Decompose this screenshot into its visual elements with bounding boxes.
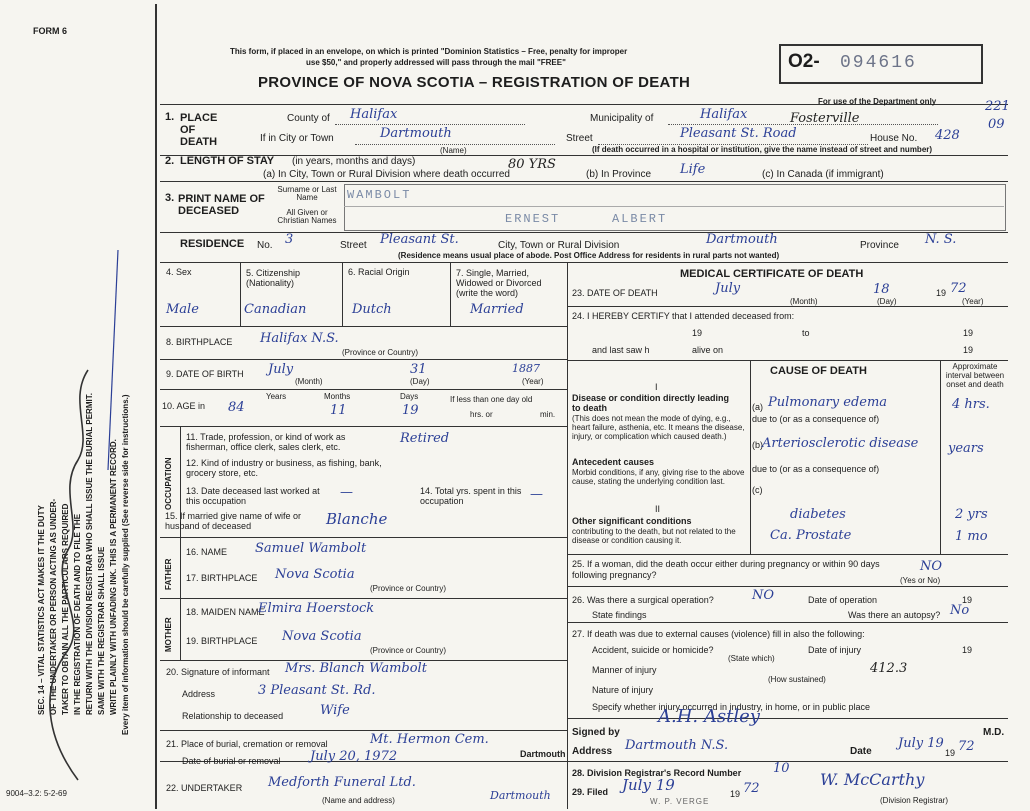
- pregnancy-label: 25. If a woman, did the death occur either during pregnancy or within 90 days following pregnancy?: [572, 559, 880, 580]
- side-note-6: SAME WITH THE REGISTRAR SHALL ISSUE: [97, 546, 106, 715]
- other-1[interactable]: diabetes: [790, 507, 846, 522]
- death-day[interactable]: 18: [873, 282, 890, 297]
- mother-maiden[interactable]: Elmira Hoerstock: [258, 601, 375, 616]
- father-name[interactable]: Samuel Wambolt: [255, 541, 367, 556]
- roman-1: I: [655, 382, 658, 392]
- total-years-label: 14. Total yrs. spent in this occupation: [420, 486, 522, 506]
- injury-nineteen: 19: [962, 645, 973, 655]
- nature-label: Nature of injury: [592, 685, 654, 695]
- rule-3: [160, 181, 1008, 182]
- injury-date-label: Date of injury: [808, 645, 862, 655]
- city-label: If in City or Town: [260, 133, 334, 144]
- antecedent-label: Antecedent causes: [572, 457, 655, 467]
- death-date-label: 23. DATE OF DEATH: [572, 288, 658, 298]
- rule-9: [160, 426, 567, 427]
- sex-value[interactable]: Male: [166, 302, 199, 317]
- alive-label: alive on: [692, 345, 724, 355]
- side-note-5: RETURN WITH THE DIVISION REGISTRAR WHO SHALL ISSUE THE BURIAL PERMIT.: [85, 393, 94, 715]
- side-note-8: Every item of information should be carefully supplied (See reverse side for instructions.): [121, 394, 130, 735]
- city-line: [355, 144, 555, 145]
- last-worked-label: 13. Date deceased last worked at this occupation: [186, 486, 320, 506]
- surname-label: Surname or Last Name: [277, 185, 337, 202]
- surname-value[interactable]: WAMBOLT: [347, 188, 412, 202]
- parent-side-divider: [180, 537, 181, 660]
- med-address-label: Address: [572, 746, 613, 757]
- mother-maiden-label: 18. MAIDEN NAME: [186, 607, 265, 617]
- reg-prefix: O2-: [788, 51, 820, 72]
- stay-city-label: (a) In City, Town or Rural Division where death occurred: [263, 169, 510, 180]
- op-nineteen: 19: [962, 595, 973, 605]
- municipality-value[interactable]: Halifax: [700, 107, 748, 122]
- parent-split: [160, 598, 180, 599]
- father-side-label: FATHER: [164, 558, 173, 590]
- surgery-value[interactable]: NO: [752, 588, 775, 603]
- citizenship-value[interactable]: Canadian: [244, 302, 307, 317]
- interval-col-div: [940, 360, 941, 554]
- antecedent-note: Morbid conditions, if any, giving rise to the above cause, stating the underlying condition last.: [572, 468, 745, 486]
- death-year-caption: (Year): [962, 297, 984, 306]
- name-caption: (Name): [440, 146, 467, 155]
- place-num: 1.: [165, 111, 175, 123]
- father-birthplace[interactable]: Nova Scotia: [275, 567, 355, 582]
- form-code: 9004–3.2: 5-2-69: [6, 789, 67, 798]
- mother-caption: (Province or Country): [370, 646, 447, 655]
- industry-label: 12. Kind of industry or business, as fishing, bank, grocery store, etc.: [186, 458, 382, 478]
- certify-to: to: [802, 328, 810, 338]
- wife-value[interactable]: Blanche: [326, 510, 388, 528]
- stay-label-note: (in years, months and days): [292, 156, 416, 167]
- death-day-caption: (Day): [877, 297, 897, 306]
- form-label: FORM 6: [33, 26, 68, 36]
- stay-province-value[interactable]: Life: [680, 162, 706, 177]
- col-div-1: [240, 262, 241, 326]
- undertaker-value[interactable]: Medforth Funeral Ltd.: [268, 775, 416, 790]
- letter-b: (b): [752, 440, 763, 450]
- med-rule-1: [567, 306, 1008, 307]
- registrar-stamp: W. P. VERGE: [650, 797, 710, 806]
- residence-label: RESIDENCE: [180, 238, 245, 250]
- street-value[interactable]: Pleasant St. Road: [680, 126, 797, 141]
- age-label: 10. AGE in: [162, 401, 206, 411]
- left-border: [155, 4, 157, 809]
- house-value[interactable]: 428: [935, 128, 960, 143]
- record-value[interactable]: 10: [773, 761, 790, 776]
- med-rule-6: [567, 718, 1008, 719]
- age-months[interactable]: 11: [330, 403, 347, 418]
- filed-year[interactable]: 72: [743, 781, 760, 796]
- side-note-2: OF THE UNDERTAKER OR PERSON ACTING AS UNDER-: [49, 498, 58, 715]
- col-div-2: [342, 262, 343, 326]
- hrs-label: hrs. or: [470, 410, 493, 419]
- age-years[interactable]: 84: [228, 400, 245, 415]
- med-address[interactable]: Dartmouth N.S.: [625, 738, 729, 753]
- trade-label: 11. Trade, profession, or kind of work as fisherman, office clerk, sales clerk, etc.: [186, 432, 346, 452]
- dob-month[interactable]: July: [268, 362, 294, 377]
- stay-label: LENGTH OF STAY: [180, 155, 275, 167]
- street-label: Street: [566, 133, 593, 144]
- racial-value[interactable]: Dutch: [352, 302, 392, 317]
- envelope-note-2: use $50," and properly addressed will pass through the mail "FREE": [306, 58, 566, 67]
- med-date-label: Date: [850, 746, 872, 757]
- wife-label: 15. If married give name of wife or husband of deceased: [165, 511, 302, 531]
- min-label: min.: [540, 410, 556, 419]
- med-date[interactable]: July 19: [898, 736, 944, 751]
- name-box-mid: [344, 206, 1004, 207]
- interval-header: Approximate interval between onset and death: [945, 362, 1005, 389]
- death-year[interactable]: 72: [950, 281, 967, 296]
- rule-6: [160, 326, 567, 327]
- col-div-3: [450, 262, 451, 326]
- cause-a[interactable]: Pulmonary edema: [768, 395, 888, 410]
- house-label: House No.: [870, 133, 918, 144]
- residence-note: (Residence means usual place of abode. Post Office Address for residents in rural parts not wanted): [398, 251, 780, 260]
- undertaker-note: Dartmouth: [490, 789, 551, 802]
- burial-place-label: 21. Place of burial, cremation or removal: [166, 739, 328, 749]
- hospital-note: (If death occurred in a hospital or institution, give the name instead of street and number): [592, 145, 933, 154]
- last-saw-label: and last saw h: [592, 345, 650, 355]
- med-date-year[interactable]: 72: [958, 739, 975, 754]
- residence-province-label: Province: [860, 240, 899, 251]
- certify-nineteen-2: 19: [963, 328, 974, 338]
- dob-year[interactable]: 1887: [512, 362, 540, 375]
- father-name-label: 16. NAME: [186, 547, 228, 557]
- less-day-label: If less than one day old: [450, 395, 533, 404]
- med-rule-3: [567, 554, 1008, 555]
- med-date-nineteen: 19: [945, 748, 956, 758]
- residence-street[interactable]: Pleasant St.: [380, 232, 459, 247]
- age-days[interactable]: 19: [402, 403, 419, 418]
- death-year-prefix: 19: [936, 288, 947, 298]
- dob-year-caption: (Year): [522, 377, 544, 386]
- rule-2: [160, 155, 1008, 156]
- deceased-label: PRINT NAME OF DECEASED: [178, 193, 265, 217]
- mother-side-label: MOTHER: [164, 617, 173, 652]
- state-which-caption: (State which): [728, 654, 775, 663]
- residence-no-label: No.: [257, 240, 273, 251]
- alive-nineteen: 19: [963, 345, 974, 355]
- record-label: 28. Division Registrar's Record Number: [572, 768, 742, 778]
- certify-nineteen-1: 19: [692, 328, 703, 338]
- county-value[interactable]: Halifax: [350, 107, 398, 122]
- sex-label: 4. Sex: [166, 267, 192, 277]
- birthplace-label: 8. BIRTHPLACE: [166, 337, 233, 347]
- informant-address[interactable]: 3 Pleasant St. Rd.: [258, 683, 376, 698]
- other-label: Other significant conditions: [572, 516, 692, 526]
- direct-label: Disease or condition directly leading to death: [572, 393, 730, 413]
- burial-place-note: Dartmouth: [520, 749, 566, 759]
- county-label: County of: [287, 113, 330, 124]
- med-rule-5: [567, 622, 1008, 623]
- signed-value[interactable]: A.H. Astley: [658, 706, 760, 727]
- interval-a[interactable]: 4 hrs.: [952, 397, 990, 412]
- side-note-3: TAKER TO OBTAIN ALL THE PARTICULARS REQUIRED: [61, 503, 70, 715]
- stay-city-value[interactable]: 80 YRS: [508, 157, 556, 172]
- rule-7: [160, 359, 567, 360]
- autopsy-value[interactable]: No: [950, 603, 970, 618]
- undertaker-label: 22. UNDERTAKER: [166, 783, 243, 793]
- birthplace-caption: (Province or Country): [342, 348, 419, 357]
- residence-city-label: City, Town or Rural Division: [498, 240, 620, 251]
- total-years-value[interactable]: —: [530, 487, 543, 502]
- dob-day[interactable]: 31: [410, 362, 427, 377]
- medical-title: MEDICAL CERTIFICATE OF DEATH: [680, 268, 864, 280]
- reg-number: 094616: [840, 53, 917, 73]
- informant-signature-label: 20. Signature of informant: [166, 667, 270, 677]
- mother-birthplace-label: 19. BIRTHPLACE: [186, 636, 258, 646]
- specify-label: Specify whether injury occurred in industry, in home, or in public place: [592, 702, 870, 712]
- med-rule-4: [567, 586, 1008, 587]
- dept-code-2: 09: [988, 117, 1005, 132]
- med-rule-2: [567, 360, 1008, 361]
- dob-label: 9. DATE OF BIRTH: [166, 369, 244, 379]
- father-birthplace-label: 17. BIRTHPLACE: [186, 573, 258, 583]
- other-1-interval[interactable]: 2 yrs: [955, 507, 988, 522]
- burial-date[interactable]: July 20, 1972: [310, 749, 398, 764]
- days-label: Days: [400, 392, 419, 401]
- death-month-caption: (Month): [790, 297, 818, 306]
- name-box: [344, 184, 1006, 231]
- informant-address-label: Address: [182, 689, 216, 699]
- filed-label: 29. Filed: [572, 787, 609, 797]
- rule-11: [160, 598, 567, 599]
- municipality-label: Municipality of: [590, 113, 654, 124]
- months-label: Months: [324, 392, 351, 401]
- death-month[interactable]: July: [715, 281, 741, 296]
- dob-month-caption: (Month): [295, 377, 323, 386]
- dept-use-label: For use of the Department only: [818, 97, 937, 106]
- envelope-note-1: This form, if placed in an envelope, on which is printed "Dominion Statistics – Free, penalty for improper: [230, 47, 628, 56]
- given-label: All Given or Christian Names: [277, 208, 337, 225]
- deceased-num: 3.: [165, 192, 175, 204]
- stay-num: 2.: [165, 155, 175, 167]
- margin-scribble-icon: [8, 220, 138, 800]
- how-caption: (How sustained): [768, 675, 826, 684]
- city-value[interactable]: Dartmouth: [380, 126, 452, 141]
- md-label: M.D.: [983, 727, 1005, 738]
- rule-5: [160, 262, 1008, 263]
- roman-2: II: [655, 504, 661, 514]
- rule-8: [160, 389, 567, 390]
- op-date-label: Date of operation: [808, 595, 878, 605]
- mother-birthplace[interactable]: Nova Scotia: [282, 629, 362, 644]
- other-2-interval[interactable]: 1 mo: [955, 529, 988, 544]
- direct-note: (This does not mean the mode of dying, e.g., heart failure, asthenia, etc. It means the disease, injury, or complication which caused death.): [572, 414, 745, 441]
- citizenship-label: 5. Citizenship (Nationality): [246, 268, 301, 288]
- dob-day-caption: (Day): [410, 377, 430, 386]
- interval-b[interactable]: years: [948, 441, 984, 456]
- registrar-caption: (Division Registrar): [880, 796, 949, 805]
- other-2[interactable]: Ca. Prostate: [770, 528, 852, 543]
- column-divider: [567, 262, 568, 809]
- marital-value[interactable]: Married: [470, 302, 524, 317]
- form-title: PROVINCE OF NOVA SCOTIA – REGISTRATION OF DEATH: [258, 74, 691, 91]
- filed-nineteen: 19: [730, 789, 741, 799]
- rule-10: [160, 537, 567, 538]
- birthplace-value[interactable]: Halifax N.S.: [260, 331, 339, 346]
- given-value-2[interactable]: ALBERT: [612, 212, 668, 226]
- letter-c: (c): [752, 485, 763, 495]
- years-label: Years: [266, 392, 287, 401]
- residence-street-label: Street: [340, 240, 367, 251]
- residence-no[interactable]: 3: [285, 232, 294, 247]
- surgery-label: 26. Was there a surgical operation?: [572, 595, 714, 605]
- undertaker-caption: (Name and address): [322, 796, 395, 805]
- relationship-label: Relationship to deceased: [182, 711, 284, 721]
- father-caption: (Province or Country): [370, 584, 447, 593]
- side-note-4: IN THE REGISTRATION OF DEATH AND TO FILE THE: [73, 513, 82, 715]
- accident-label: Accident, suicide or homicide?: [592, 645, 714, 655]
- other-note: contributing to the death, but not related to the disease or condition causing it.: [572, 527, 736, 545]
- side-note-1: SEC. 14 – VITAL STATISTICS ACT MAKES IT THE DUTY: [37, 505, 46, 715]
- marital-label: 7. Single, Married, Widowed or Divorced (write the word): [456, 268, 542, 298]
- burial-place[interactable]: Mt. Hermon Cem.: [370, 732, 489, 747]
- rule-13: [160, 730, 567, 731]
- place-label: PLACE OF DEATH: [180, 112, 218, 148]
- signed-label: Signed by: [572, 727, 620, 738]
- registrar-signature[interactable]: W. McCarthy: [820, 770, 925, 789]
- racial-label: 6. Racial Origin: [348, 267, 410, 277]
- stay-province-label: (b) In Province: [586, 169, 652, 180]
- autopsy-label: Was there an autopsy?: [848, 610, 941, 620]
- municipality-note: Fosterville: [790, 111, 860, 126]
- letter-a: (a): [752, 402, 763, 412]
- cause-b[interactable]: Arteriosclerotic disease: [762, 436, 919, 451]
- injury-code: 412.3: [870, 661, 908, 676]
- due-to-1: due to (or as a consequence of): [752, 414, 880, 424]
- occupation-side-label: OCCUPATION: [164, 457, 173, 510]
- given-value-1[interactable]: ERNEST: [505, 212, 561, 226]
- residence-city[interactable]: Dartmouth: [706, 232, 778, 247]
- last-worked-value[interactable]: —: [340, 485, 353, 500]
- county-line: [335, 124, 525, 125]
- findings-label: State findings: [592, 610, 647, 620]
- dept-code-1: 221: [985, 99, 1010, 114]
- burial-date-label: Date of burial or removal: [182, 756, 281, 766]
- side-note-7: WRITE PLAINLY WITH UNFADING INK. THIS IS A PERMANENT RECORD.: [109, 439, 118, 715]
- external-label: 27. If death was due to external causes (violence) fill in also the following:: [572, 629, 865, 639]
- cause-title: CAUSE OF DEATH: [770, 365, 867, 377]
- residence-province[interactable]: N. S.: [925, 232, 957, 247]
- pregnancy-value[interactable]: NO: [920, 559, 943, 574]
- manner-label: Manner of injury: [592, 665, 657, 675]
- informant-signature[interactable]: Mrs. Blanch Wambolt: [285, 661, 427, 676]
- due-to-2: due to (or as a consequence of): [752, 464, 880, 474]
- certify-label: 24. I HEREBY CERTIFY that I attended deceased from:: [572, 311, 795, 321]
- stay-canada-label: (c) In Canada (if immigrant): [762, 169, 884, 180]
- cause-col-div: [750, 360, 751, 554]
- filed-value[interactable]: July 19: [622, 776, 675, 794]
- trade-value[interactable]: Retired: [400, 431, 450, 446]
- pregnancy-caption: (Yes or No): [900, 576, 941, 585]
- relationship-value[interactable]: Wife: [320, 703, 350, 718]
